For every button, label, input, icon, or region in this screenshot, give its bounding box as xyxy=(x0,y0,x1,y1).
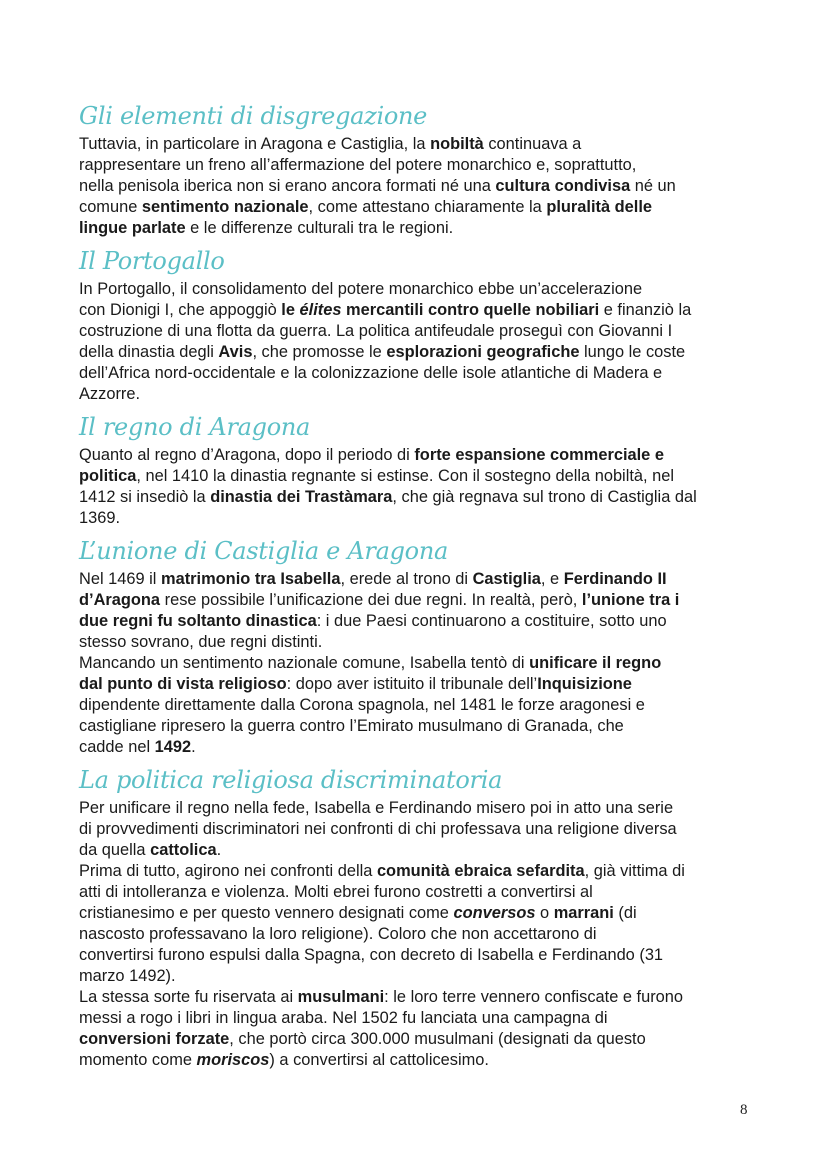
text-run: Nel 1469 il xyxy=(79,570,162,588)
text-run: momento come xyxy=(79,1051,197,1069)
text-run: 1412 si insediò la xyxy=(79,488,211,506)
text-run: convertirsi furono espulsi dalla Spagna, con decreto di Isabella e Ferdinando (31 xyxy=(79,946,664,964)
bold-text: politica xyxy=(79,467,137,485)
section xyxy=(79,535,759,758)
text-line xyxy=(79,569,759,590)
text-run: della dinastia degli xyxy=(79,343,219,361)
bold-text: sentimento nazionale xyxy=(141,198,309,216)
text-line xyxy=(79,1008,759,1029)
bold-text: matrimonio tra Isabella xyxy=(161,570,341,588)
text-run: 1369. xyxy=(79,509,121,527)
text-run: , già vittima di xyxy=(584,862,685,880)
text-line xyxy=(79,384,759,405)
section-heading: Gli elementi di disgregazione xyxy=(79,102,428,130)
bold-text: unificare il regno xyxy=(529,654,662,672)
bold-text: dal punto di vista religioso xyxy=(79,675,287,693)
text-run: stesso sovrano, due regni distinti. xyxy=(79,633,323,651)
text-line xyxy=(79,987,759,1008)
text-line xyxy=(79,176,759,197)
bold-text: nobiltà xyxy=(430,135,484,153)
text-run: . xyxy=(191,738,196,756)
text-run: Prima di tutto, agirono nei confronti della xyxy=(79,862,377,880)
bold-text: forte espansione commerciale e xyxy=(414,446,664,464)
text-line xyxy=(79,1050,759,1071)
text-line xyxy=(79,300,759,321)
text-run: dell’Africa nord-occidentale e la colonizzazione delle isole atlantiche di Madera e xyxy=(79,364,663,382)
text-line xyxy=(79,632,759,653)
bold-text: dinastia dei Trastàmara xyxy=(210,488,393,506)
text-run: Tuttavia, in particolare in Aragona e Castiglia, la xyxy=(79,135,431,153)
section-heading: La politica religiosa discriminatoria xyxy=(79,766,503,794)
text-run: e finanziò la xyxy=(599,301,692,319)
bold-text: due regni fu soltanto dinastica xyxy=(79,612,317,630)
text-run: , come attestano chiaramente la xyxy=(308,198,547,216)
section-heading: L’unione di Castiglia e Aragona xyxy=(79,537,448,565)
text-line xyxy=(79,342,759,363)
text-run: comune xyxy=(79,198,142,216)
text-run: rappresentare un freno all’affermazione del potere monarchico e, soprattutto, xyxy=(79,156,637,174)
text-run: da quella xyxy=(79,841,151,859)
text-line xyxy=(79,611,759,632)
text-line xyxy=(79,798,759,819)
bold-text: 1492 xyxy=(154,738,192,756)
bold-text: musulmani xyxy=(297,988,385,1006)
text-run: ) a convertirsi al cattolicesimo. xyxy=(269,1051,489,1069)
section xyxy=(79,100,759,239)
bold-text: le xyxy=(281,301,300,319)
text-run: castigliane ripresero la guerra contro l’Emirato musulmano di Granada, che xyxy=(79,717,624,735)
text-line xyxy=(79,903,759,924)
bold-text: conversos xyxy=(453,904,536,922)
bold-text: pluralità delle xyxy=(546,198,653,216)
text-run: atti di intolleranza e violenza. Molti ebrei furono costretti a convertirsi al xyxy=(79,883,593,901)
text-line xyxy=(79,1029,759,1050)
text-line xyxy=(79,487,759,508)
document-content xyxy=(79,100,759,1077)
bold-text: Inquisizione xyxy=(537,675,632,693)
bold-text: cattolica xyxy=(150,841,217,859)
text-run: messi a rogo i libri in lingua araba. Nel 1502 fu lanciata una campagna di xyxy=(79,1009,608,1027)
bold-text: comunità ebraica sefardita xyxy=(376,862,585,880)
text-run: marzo 1492). xyxy=(79,967,176,985)
text-run: , erede al trono di xyxy=(340,570,473,588)
text-run: nascosto professavano la loro religione). Coloro che non accettarono di xyxy=(79,925,597,943)
bold-text: cultura condivisa xyxy=(495,177,631,195)
text-run: In Portogallo, il consolidamento del potere monarchico ebbe un’accelerazione xyxy=(79,280,643,298)
text-line xyxy=(79,924,759,945)
text-line xyxy=(79,590,759,611)
text-line xyxy=(79,653,759,674)
bold-text: moriscos xyxy=(196,1051,270,1069)
text-line xyxy=(79,861,759,882)
text-line xyxy=(79,966,759,987)
text-line xyxy=(79,279,759,300)
text-run: : i due Paesi continuarono a costituire, sotto uno xyxy=(316,612,667,630)
text-run: continuava a xyxy=(483,135,582,153)
text-run: cristianesimo e per questo vennero designati come xyxy=(79,904,454,922)
text-run: La stessa sorte fu riservata ai xyxy=(79,988,298,1006)
section xyxy=(79,245,759,405)
text-run: Per unificare il regno nella fede, Isabella e Ferdinando misero poi in atto una serie xyxy=(79,799,674,817)
text-line xyxy=(79,155,759,176)
text-run: costruzione di una flotta da guerra. La politica antifeudale proseguì con Giovanni I xyxy=(79,322,673,340)
text-line xyxy=(79,466,759,487)
text-line xyxy=(79,674,759,695)
bold-text: esplorazioni geografiche xyxy=(386,343,580,361)
bold-text: élites xyxy=(299,301,342,319)
text-run: con Dionigi I, che appoggiò xyxy=(79,301,282,319)
text-run: , che promosse le xyxy=(252,343,387,361)
text-run: né un xyxy=(630,177,676,195)
bold-text: mercantili contro quelle nobiliari xyxy=(341,301,600,319)
text-run: o xyxy=(535,904,554,922)
bold-text: d’Aragona xyxy=(79,591,161,609)
text-line xyxy=(79,840,759,861)
section-heading: Il Portogallo xyxy=(79,247,225,275)
text-run: : dopo aver istituito il tribunale dell’ xyxy=(286,675,538,693)
text-run: lungo le coste xyxy=(579,343,686,361)
section xyxy=(79,411,759,529)
text-line xyxy=(79,945,759,966)
text-run: : le loro terre vennero confiscate e furono xyxy=(384,988,684,1006)
text-run: dipendente direttamente dalla Corona spagnola, nel 1481 le forze aragonesi e xyxy=(79,696,645,714)
page-number: 8 xyxy=(740,1102,748,1118)
text-line xyxy=(79,197,759,218)
text-line xyxy=(79,321,759,342)
bold-text: marrani xyxy=(553,904,614,922)
bold-text: Avis xyxy=(218,343,253,361)
text-line xyxy=(79,716,759,737)
text-run: nella penisola iberica non si erano ancora formati né una xyxy=(79,177,496,195)
bold-text: l’unione tra i xyxy=(581,591,680,609)
text-run: cadde nel xyxy=(79,738,155,756)
text-run: , nel 1410 la dinastia regnante si estinse. Con il sostegno della nobiltà, nel xyxy=(136,467,674,485)
text-run: Mancando un sentimento nazionale comune, Isabella tentò di xyxy=(79,654,530,672)
text-run: Quanto al regno d’Aragona, dopo il periodo di xyxy=(79,446,415,464)
text-run: di provvedimenti discriminatori nei confronti di chi professava una religione diversa xyxy=(79,820,677,838)
text-line xyxy=(79,695,759,716)
bold-text: Ferdinando II xyxy=(563,570,667,588)
text-run: Azzorre. xyxy=(79,385,141,403)
bold-text: lingue parlate xyxy=(79,219,186,237)
text-line xyxy=(79,363,759,384)
text-line xyxy=(79,508,759,529)
text-run: . xyxy=(216,841,222,859)
text-line xyxy=(79,737,759,758)
text-line xyxy=(79,445,759,466)
text-run: , e xyxy=(540,570,564,588)
text-line xyxy=(79,134,759,155)
section-heading: Il regno di Aragona xyxy=(79,413,311,441)
text-line xyxy=(79,218,759,239)
text-line xyxy=(79,819,759,840)
text-run: (di xyxy=(613,904,637,922)
text-run: , che portò circa 300.000 musulmani (designati da questo xyxy=(229,1030,646,1048)
section xyxy=(79,764,759,1071)
text-line xyxy=(79,882,759,903)
text-run: e le differenze culturali tra le regioni. xyxy=(185,219,454,237)
text-run: rese possibile l’unificazione dei due regni. In realtà, però, xyxy=(160,591,582,609)
text-run: , che già regnava sul trono di Castiglia dal xyxy=(392,488,697,506)
bold-text: conversioni forzate xyxy=(79,1030,230,1048)
bold-text: Castiglia xyxy=(472,570,541,588)
